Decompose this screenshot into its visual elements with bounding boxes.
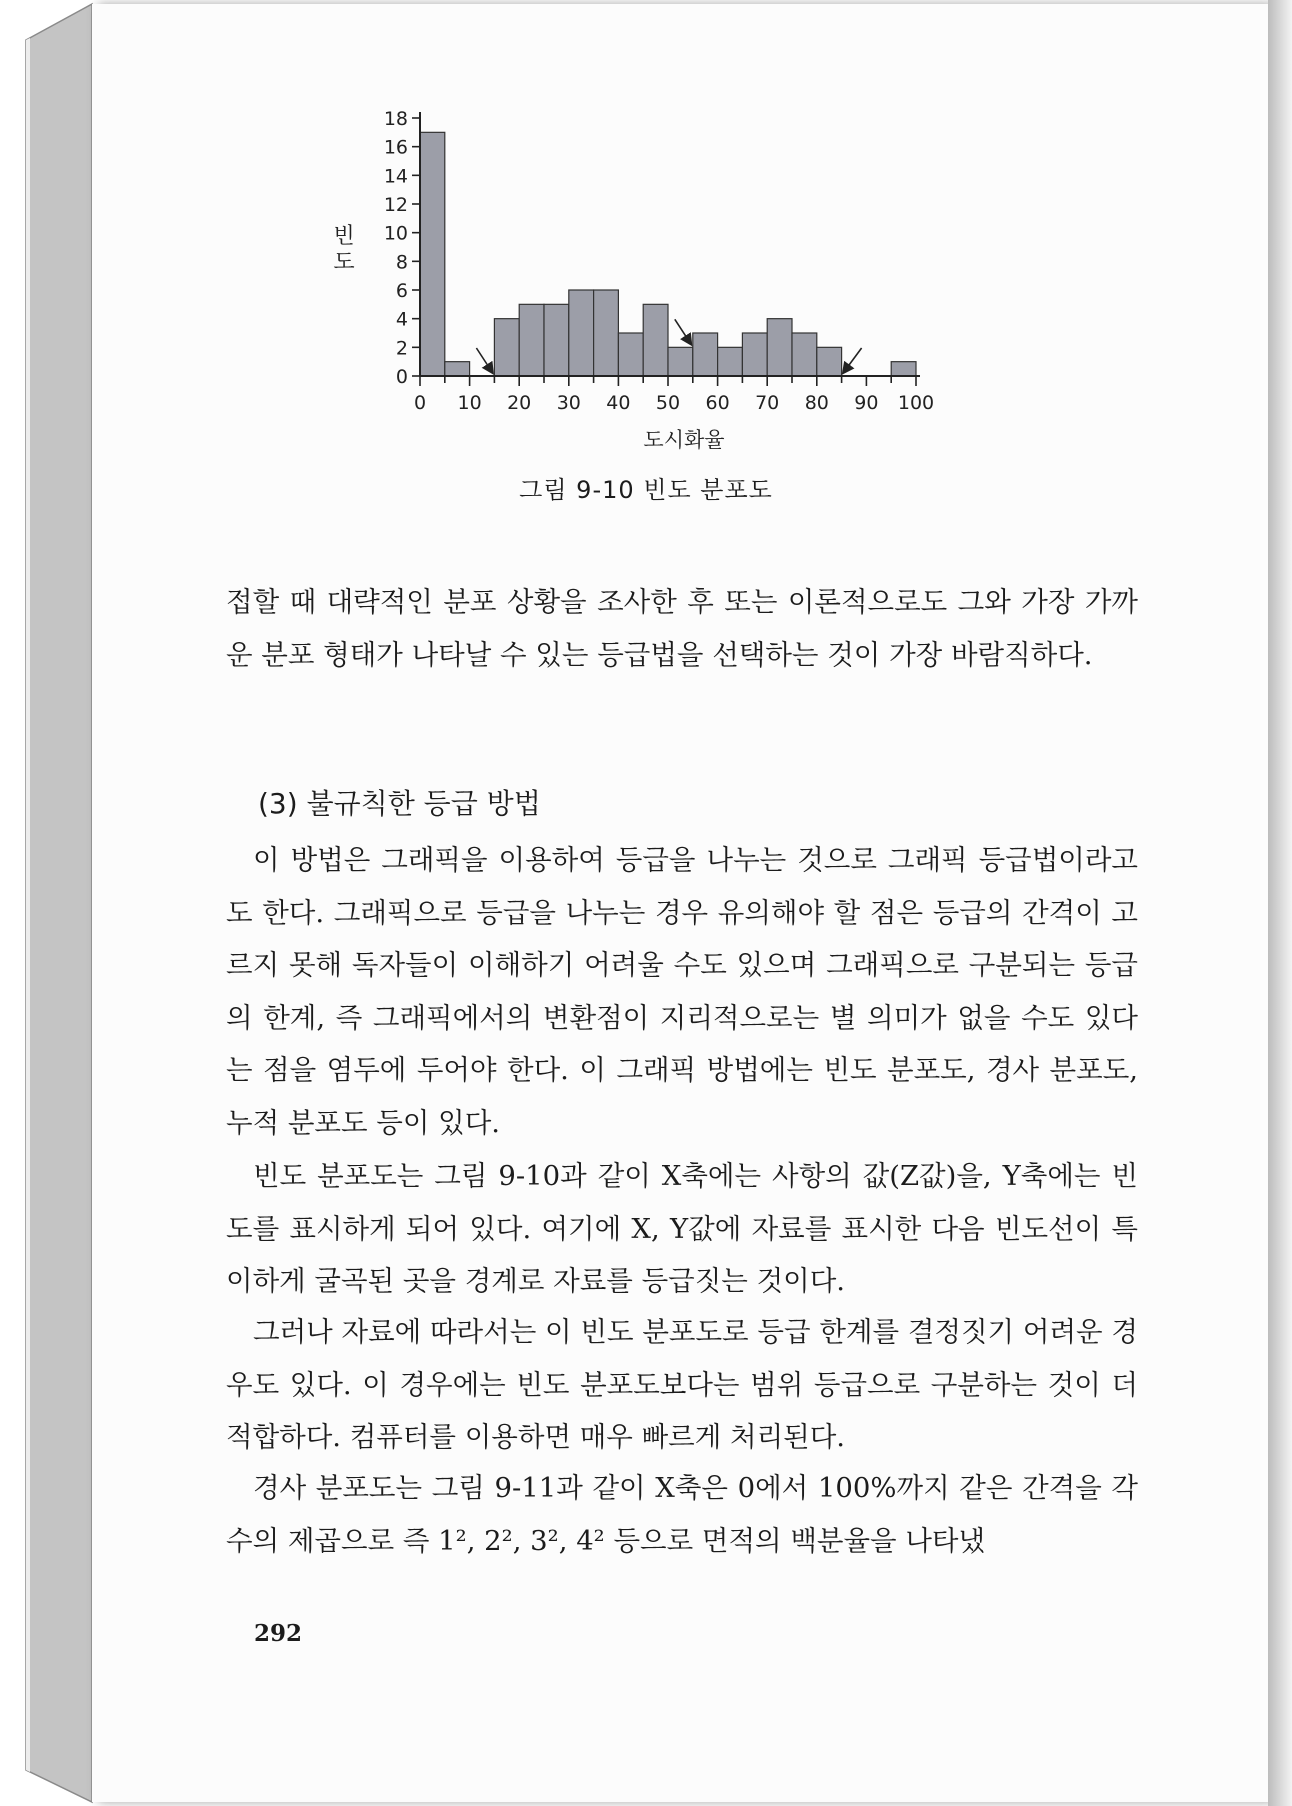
histogram-bar bbox=[718, 347, 743, 376]
y-tick-label: 8 bbox=[395, 251, 408, 274]
y-tick-label: 16 bbox=[383, 136, 408, 159]
histogram-bar bbox=[693, 333, 718, 376]
y-tick-label: 6 bbox=[395, 280, 408, 302]
x-tick-label: 70 bbox=[755, 392, 780, 414]
paragraph-2: 이 방법은 그래픽을 이용하여 등급을 나누는 것으로 그래픽 등급법이라고도 한다. 그래픽으로 등급을 나누는 경우 유의해야 할 점은 등급의 간격이 고르지 못해 독자들이 이해하기 어려울 수도 있으며 그래픽으로 구분되는 등급의 한계, 즉 그래픽에서의 변환점이 지리적으로는 별 의미가 없을 수도 있다는 점을 염두에 두어야 한다. 이 그래픽 방법에는 빈도 분포도, 경사 분포도, 누적 분포도 등이 있다. bbox=[226, 844, 1138, 1139]
histogram-bar bbox=[792, 333, 817, 376]
paragraph-3: 빈도 분포도는 그림 9-10과 같이 X축에는 사항의 값(Z값)을, Y축에는 빈도를 표시하게 되어 있다. 여기에 X, Y값에 자료를 표시한 다음 빈도선이 특이하게 굴곡된 곳을 경계로 자료를 등급짓는 것이다. bbox=[226, 1160, 1138, 1297]
x-tick-label: 40 bbox=[606, 392, 631, 414]
paragraph-5: 경사 분포도는 그림 9-11과 같이 X축은 0에서 100%까지 같은 간격을 각 수의 제곱으로 즉 1², 2², 3², 4² 등으로 면적의 백분율을 나타냈 bbox=[226, 1472, 1138, 1557]
figure-caption: 그림 9-10 빈도 분포도 bbox=[519, 476, 773, 504]
x-tick-label: 30 bbox=[556, 392, 581, 414]
x-tick-label: 90 bbox=[854, 392, 879, 414]
breakpoint-arrow bbox=[675, 319, 690, 342]
y-tick-label: 4 bbox=[395, 308, 408, 331]
breakpoint-arrow bbox=[476, 348, 491, 371]
paragraph-4: 그러나 자료에 따라서는 이 빈도 분포도로 등급 한계를 결정짓기 어려운 경우도 있다. 이 경우에는 빈도 분포도보다는 범위 등급으로 구분하는 것이 더 적합하다. 컴퓨터를 이용하면 매우 빠르게 처리된다. bbox=[226, 1316, 1138, 1453]
paragraph-1: 접할 때 대략적인 분포 상황을 조사한 후 또는 이론적으로도 그와 가장 가까운 분포 형태가 나타날 수 있는 등급법을 선택하는 것이 가장 바람직하다. bbox=[226, 586, 1138, 671]
y-axis bbox=[384, 108, 420, 388]
x-tick-label: 0 bbox=[413, 392, 427, 414]
x-axis-label: 도시화율 bbox=[643, 428, 725, 452]
x-tick-label: 20 bbox=[507, 392, 532, 414]
breakpoint-arrow bbox=[845, 348, 862, 371]
histogram-bar bbox=[817, 347, 842, 376]
y-tick-label: 12 bbox=[383, 194, 408, 216]
y-tick-label: 2 bbox=[395, 337, 408, 360]
x-tick-label: 80 bbox=[804, 392, 829, 414]
histogram-bar bbox=[742, 333, 767, 376]
y-tick-label: 0 bbox=[395, 366, 408, 388]
histogram-bar bbox=[767, 319, 792, 376]
y-axis-label-char: 빈 bbox=[333, 224, 355, 249]
x-tick-label: 50 bbox=[655, 392, 681, 414]
histogram-bars bbox=[420, 132, 916, 376]
histogram-bar bbox=[569, 290, 594, 376]
x-axis bbox=[414, 376, 934, 414]
x-tick-label: 10 bbox=[457, 392, 482, 414]
x-tick-label: 100 bbox=[897, 392, 935, 414]
histogram-bar bbox=[668, 347, 693, 376]
histogram-bar bbox=[519, 304, 544, 376]
y-tick-label: 14 bbox=[383, 165, 408, 188]
histogram-bar bbox=[643, 304, 668, 376]
histogram-bar bbox=[891, 362, 916, 376]
x-tick-label: 60 bbox=[705, 392, 730, 414]
histogram-bar bbox=[445, 362, 470, 376]
y-tick-label: 18 bbox=[383, 108, 408, 130]
frequency-histogram bbox=[300, 100, 1040, 470]
histogram-bar bbox=[594, 290, 619, 376]
page-number: 292 bbox=[254, 1620, 303, 1647]
page-right-shadow bbox=[1268, 0, 1292, 1806]
histogram-bar bbox=[544, 304, 569, 376]
y-tick-label: 10 bbox=[383, 222, 408, 245]
histogram-bar bbox=[420, 132, 445, 376]
histogram-bar bbox=[618, 333, 643, 376]
section-heading: (3) 불규칙한 등급 방법 bbox=[258, 787, 541, 820]
y-axis-label-char: 도 bbox=[333, 250, 355, 275]
histogram-bar bbox=[494, 319, 519, 376]
